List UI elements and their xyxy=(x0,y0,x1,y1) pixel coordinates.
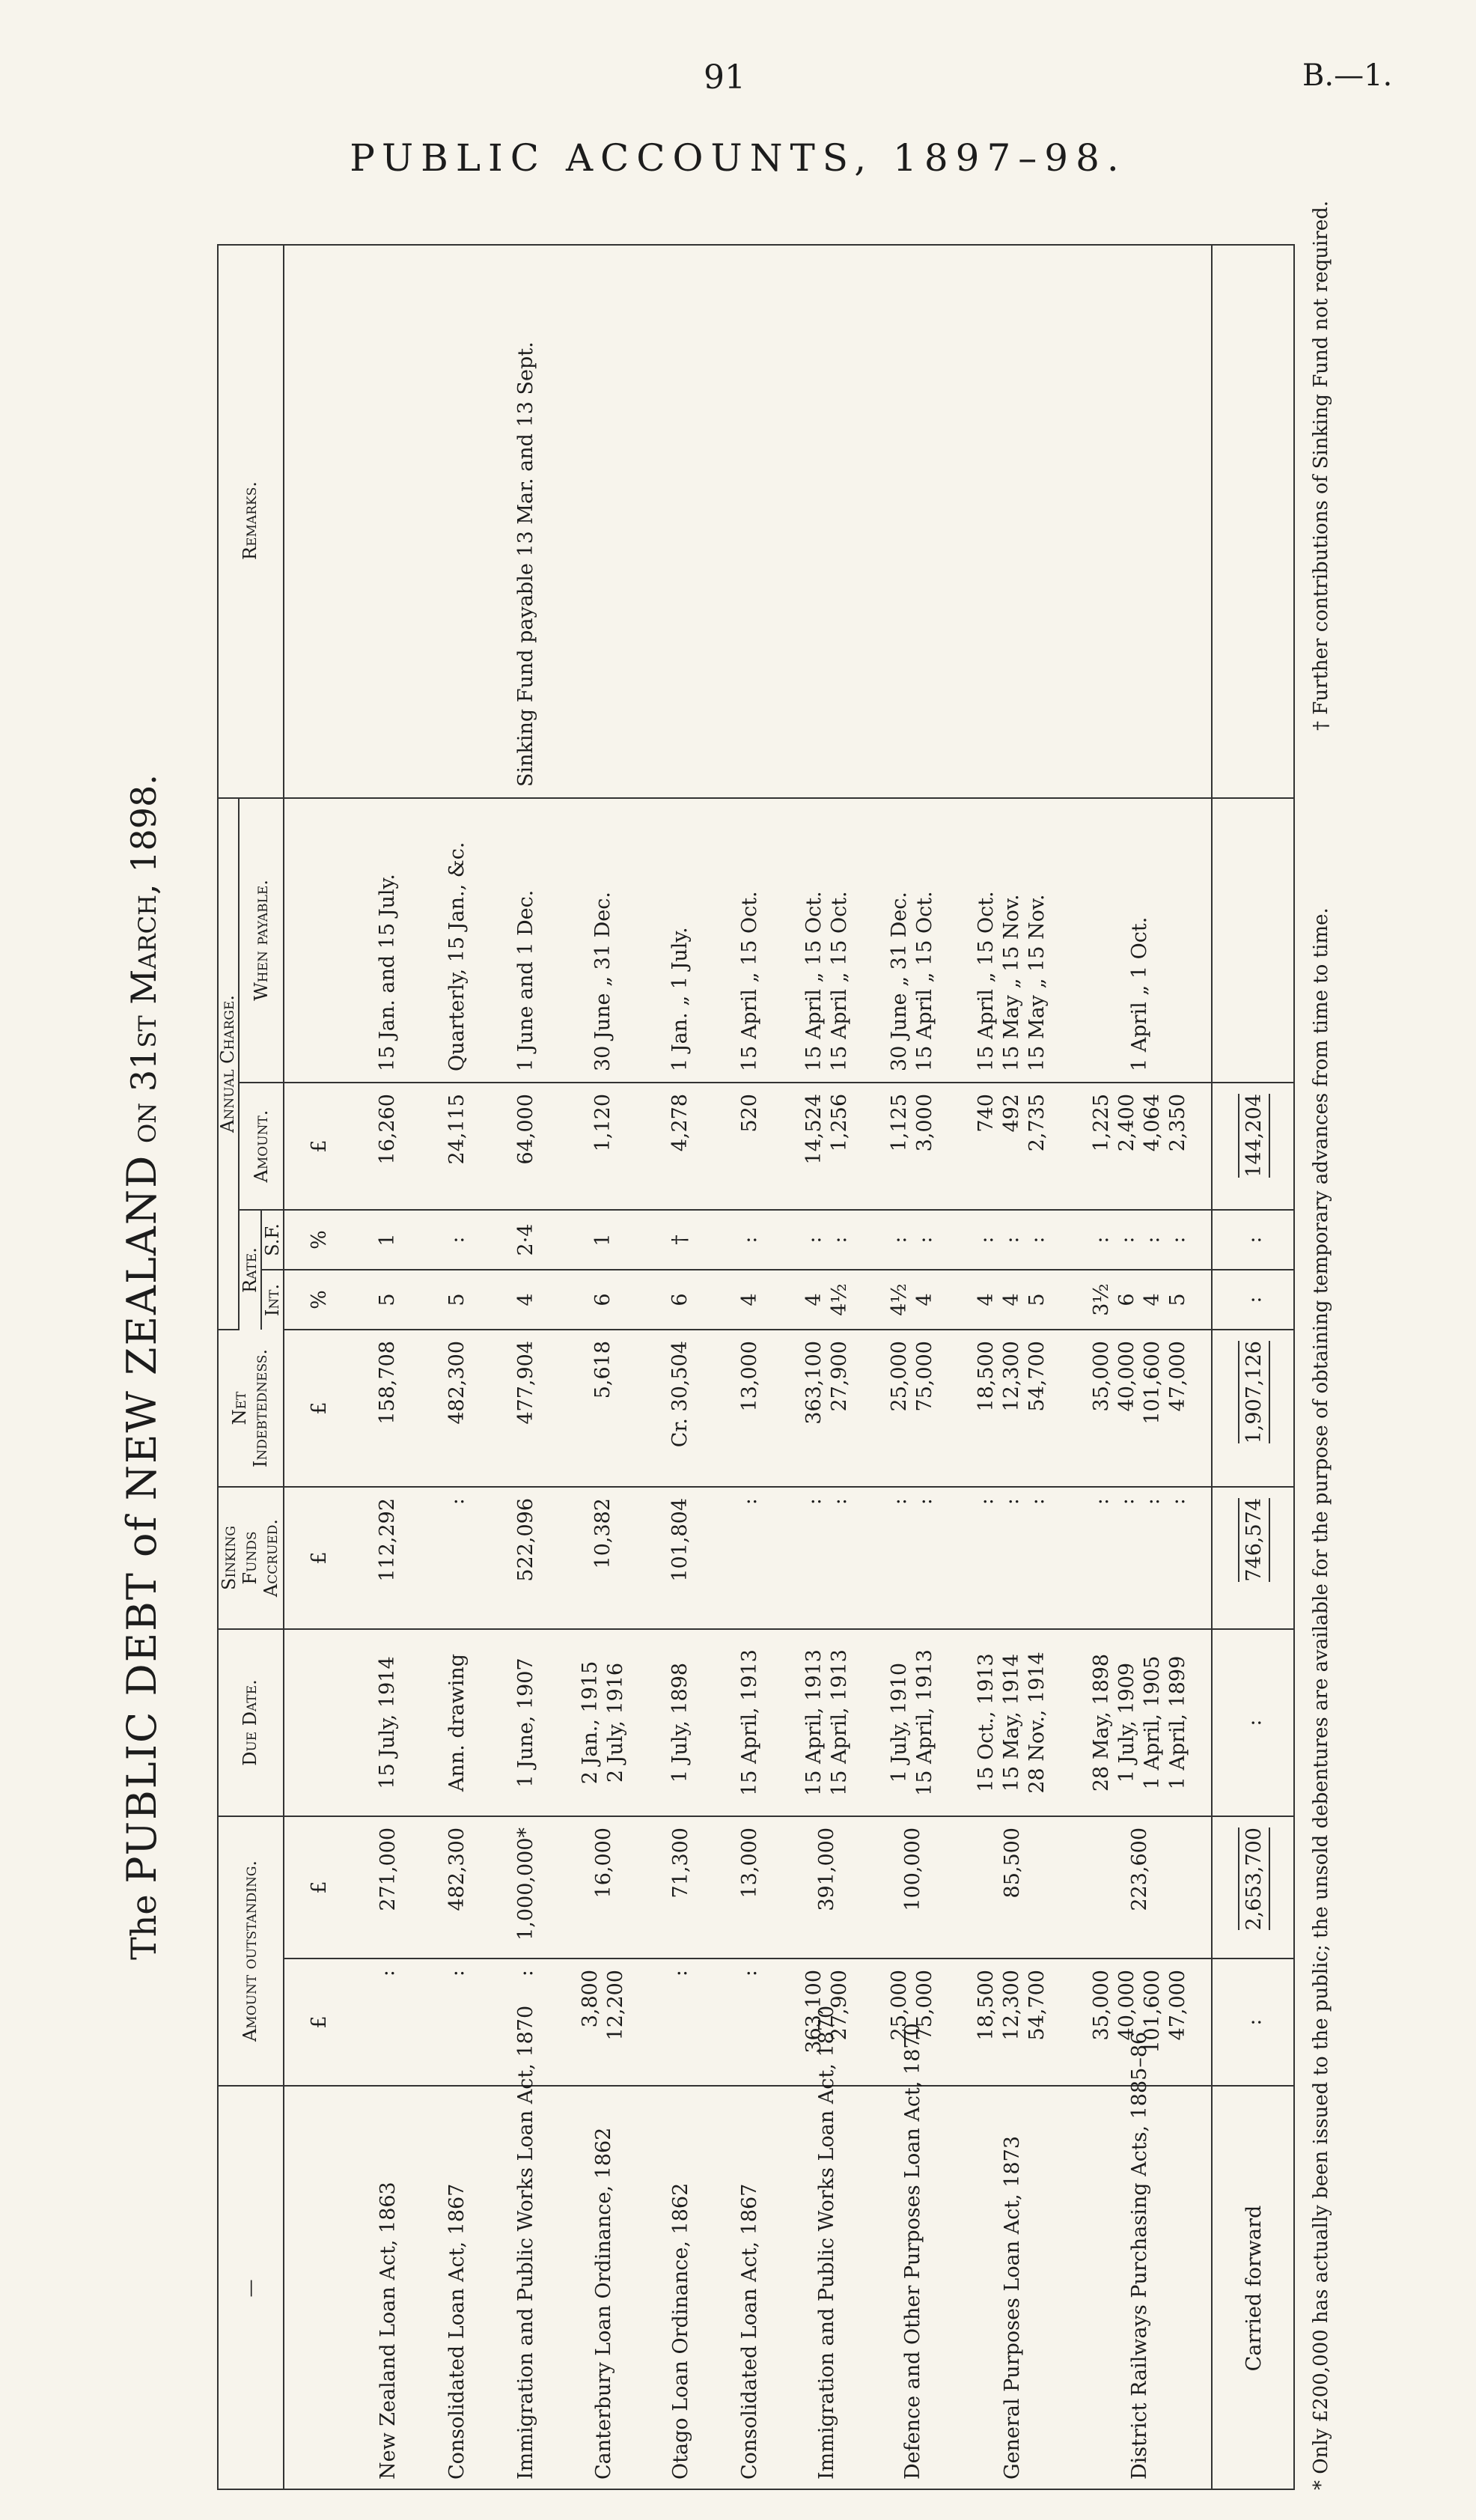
footnote-dagger: † Further contributions of Sinking Fund not required. xyxy=(1310,201,1332,731)
footnote-star: * Only £200,000 has actually been issued to the public; the unsold debentures are available for the purpose of obtaining temporary advances from time to time. xyxy=(1310,907,1332,2490)
row-rate-sf: 1 xyxy=(561,1210,646,1270)
row-rate-sf-line: : xyxy=(1114,1236,1138,1244)
row-remarks xyxy=(423,244,492,798)
rotated-table-block xyxy=(112,19,1347,2490)
carried-amount: 144,204 xyxy=(1238,1094,1270,1178)
row-parts: : xyxy=(716,1959,784,2086)
row-sinking-funds-line: : xyxy=(1165,1498,1189,1506)
row-parts: : xyxy=(353,1959,422,2086)
row-rate-int: 5 xyxy=(423,1270,492,1330)
row-due-date-line: 28 Nov., 1914 xyxy=(1025,1652,1049,1794)
row-when-payable xyxy=(784,798,870,1083)
row-amount-line: 2,400 xyxy=(1114,1094,1138,1152)
col-header-sf: S.F. xyxy=(261,1210,284,1270)
col-header-rate: Rate. xyxy=(239,1210,261,1330)
row-parts-line: 40,000 xyxy=(1114,1970,1138,2041)
row-rate-sf: † xyxy=(646,1210,715,1270)
row-due-date xyxy=(955,1629,1069,1816)
row-amount xyxy=(955,1083,1069,1210)
row-when-payable: 30 June „ 31 Dec. xyxy=(561,798,646,1083)
unit-pound: £ xyxy=(284,1083,353,1210)
row-net-indebtedness-line: 12,300 xyxy=(1000,1341,1024,1412)
row-when-payable-line: 15 April „ 15 Oct. xyxy=(913,891,937,1071)
unit-pound: £ xyxy=(284,1330,353,1487)
row-rate-sf-line: : xyxy=(888,1236,912,1244)
row-net-indebtedness-line: 27,900 xyxy=(827,1341,851,1412)
row-parts xyxy=(955,1959,1069,2086)
caption-main: PUBLIC DEBT of NEW ZEALAND xyxy=(118,1154,165,1884)
row-rate-sf xyxy=(870,1210,955,1270)
row-rate-sf xyxy=(955,1210,1069,1270)
row-name: Consolidated Loan Act, 1867 xyxy=(738,2183,762,2480)
table-row xyxy=(561,244,646,2490)
row-parts-line: 35,000 xyxy=(1089,1970,1113,2041)
row-parts: : xyxy=(646,1959,715,2086)
page-number: 91 xyxy=(704,58,745,97)
col-header-amount-outstanding: Amount outstanding. xyxy=(217,1816,284,2086)
row-amount-line: 1,225 xyxy=(1089,1094,1113,1152)
row-name: New Zealand Loan Act, 1863 xyxy=(376,2182,400,2480)
row-net-indebtedness-line: 25,000 xyxy=(888,1341,912,1412)
carried-due: : xyxy=(1212,1629,1295,1816)
row-parts-line: 12,200 xyxy=(604,1970,628,2041)
row-amount-line: 14,524 xyxy=(802,1094,826,1165)
row-due-date-line: 15 Oct., 1913 xyxy=(975,1653,998,1792)
row-sinking-funds-line: : xyxy=(1140,1498,1164,1506)
row-amount: 16,260 xyxy=(353,1083,422,1210)
row-rate-int: 5 xyxy=(353,1270,422,1330)
row-rate-int-line: 5 xyxy=(1165,1293,1189,1306)
row-sinking-funds-line: : xyxy=(1089,1498,1113,1506)
row-amount: 520 xyxy=(716,1083,784,1210)
row-total: 85,500 xyxy=(955,1816,1069,1959)
row-due-date-line: 2 Jan., 1915 xyxy=(579,1661,603,1785)
col-header-name: — xyxy=(217,2086,284,2490)
row-total: 13,000 xyxy=(716,1816,784,1959)
row-rate-sf xyxy=(1069,1210,1212,1270)
row-rate-int-line: 4 xyxy=(802,1293,826,1306)
row-due-date-line: 15 April, 1913 xyxy=(913,1649,937,1796)
row-due-date-line: 1 April, 1905 xyxy=(1140,1655,1164,1790)
row-amount: 4,278 xyxy=(646,1083,715,1210)
row-rate-sf-line: : xyxy=(913,1236,937,1244)
carried-sfr: : xyxy=(1212,1210,1295,1270)
row-when-payable-line: 15 May „ 15 Nov. xyxy=(1025,894,1049,1071)
header-row-top xyxy=(217,244,239,2490)
row-amount: 24,115 xyxy=(423,1083,492,1210)
row-when-payable: 15 April „ 15 Oct. xyxy=(716,798,784,1083)
row-amount-line: 2,350 xyxy=(1165,1094,1189,1152)
row-sinking-funds-line: : xyxy=(888,1498,912,1506)
table-caption xyxy=(112,244,172,2490)
row-net-indebtedness-line: 54,700 xyxy=(1025,1341,1049,1412)
col-header-annual-charge: Annual Charge. xyxy=(217,798,239,1330)
row-amount-line: 492 xyxy=(1000,1094,1024,1133)
row-when-payable-line: 30 June „ 31 Dec. xyxy=(888,892,912,1071)
row-remarks xyxy=(870,244,955,798)
table-row xyxy=(353,244,422,2490)
row-when-payable: 1 June and 1 Dec. xyxy=(492,798,561,1083)
carried-label: Carried forward xyxy=(1212,2086,1295,2490)
table-row xyxy=(870,244,955,2490)
row-when-payable: Quarterly, 15 Jan., &c. xyxy=(423,798,492,1083)
row-when-payable: 15 Jan. and 15 July. xyxy=(353,798,422,1083)
row-name: Immigration and Public Works Loan Act, 1870 xyxy=(815,2005,839,2480)
row-sinking-funds xyxy=(784,1487,870,1629)
row-when-payable-line: 15 May „ 15 Nov. xyxy=(1000,894,1024,1071)
row-net-indebtedness-line: 75,000 xyxy=(913,1341,937,1412)
row-parts-line: 363,100 xyxy=(802,1970,826,2054)
row-rate-int: 6 xyxy=(561,1270,646,1330)
row-net-indebtedness-line: 40,000 xyxy=(1114,1341,1138,1412)
caption-suffix: on 31st March, 1898. xyxy=(123,774,164,1143)
row-sinking-funds-line: : xyxy=(913,1498,937,1506)
row-net-indebtedness: 13,000 xyxy=(716,1330,784,1487)
row-sinking-funds-line: : xyxy=(827,1498,851,1506)
unit-pound: £ xyxy=(284,1487,353,1629)
row-amount xyxy=(784,1083,870,1210)
row-due-date-line: 15 April, 1913 xyxy=(802,1649,826,1796)
row-rate-int: 4 xyxy=(492,1270,561,1330)
row-sinking-funds xyxy=(870,1487,955,1629)
row-rate-sf: : xyxy=(423,1210,492,1270)
row-sinking-funds: 522,096 xyxy=(492,1487,561,1629)
row-net-indebtedness: Cr. 30,504 xyxy=(646,1330,715,1487)
carried-forward-row xyxy=(1212,244,1295,2490)
row-net-indebtedness: 5,618 xyxy=(561,1330,646,1487)
row-sinking-funds: 10,382 xyxy=(561,1487,646,1629)
row-due-date-line: 1 July, 1909 xyxy=(1114,1662,1138,1783)
row-net-indebtedness: 482,300 xyxy=(423,1330,492,1487)
table-row xyxy=(492,244,561,2490)
row-remarks xyxy=(353,244,422,798)
row-sinking-funds: 101,804 xyxy=(646,1487,715,1629)
row-sinking-funds: : xyxy=(423,1487,492,1629)
table-row xyxy=(955,244,1069,2490)
row-when-payable-line: 15 April „ 15 Oct. xyxy=(975,891,998,1071)
row-due-date: 1 July, 1898 xyxy=(646,1629,715,1816)
row-parts-line: 18,500 xyxy=(975,1970,998,2041)
row-name: General Purposes Loan Act, 1873 xyxy=(1000,2135,1024,2480)
row-total: 16,000 xyxy=(561,1816,646,1959)
row-rate-int-line: 4 xyxy=(1000,1293,1024,1306)
row-sinking-funds xyxy=(955,1487,1069,1629)
row-parts-line: 47,000 xyxy=(1165,1970,1189,2041)
table-row xyxy=(646,244,715,2490)
carried-net: 1,907,126 xyxy=(1238,1341,1270,1443)
row-rate-sf-line: : xyxy=(1140,1236,1164,1244)
row-net-indebtedness: 477,904 xyxy=(492,1330,561,1487)
unit-row xyxy=(284,244,353,2490)
row-parts-line: 54,700 xyxy=(1025,1970,1049,2041)
row-remarks xyxy=(561,244,646,798)
row-parts-line: 3,800 xyxy=(579,1970,603,2028)
row-due-date-line: 28 May, 1898 xyxy=(1089,1653,1113,1792)
row-remarks xyxy=(646,244,715,798)
row-due-date xyxy=(870,1629,955,1816)
row-due-date: 15 July, 1914 xyxy=(353,1629,422,1816)
row-when-payable-line: 15 April „ 15 Oct. xyxy=(827,891,851,1071)
row-sinking-funds-line: : xyxy=(1114,1498,1138,1506)
row-rate-sf-line: : xyxy=(1025,1236,1049,1244)
row-net-indebtedness-line: 363,100 xyxy=(802,1341,826,1425)
row-sinking-funds: : xyxy=(716,1487,784,1629)
carried-total: 2,653,700 xyxy=(1238,1827,1270,1930)
row-sinking-funds-line: : xyxy=(975,1498,998,1506)
col-header-net-indebtedness: Net Indebtedness. xyxy=(217,1330,284,1487)
row-amount xyxy=(1069,1083,1212,1210)
row-rate-int-line: 4 xyxy=(975,1293,998,1306)
row-net-indebtedness-line: 101,600 xyxy=(1140,1341,1164,1425)
row-name: Defence and Other Purposes Loan Act, 1870 xyxy=(900,2023,924,2480)
row-amount-line: 3,000 xyxy=(913,1094,937,1152)
unit-percent: % xyxy=(284,1270,353,1330)
row-rate-int: 6 xyxy=(646,1270,715,1330)
row-when-payable: 1 Jan. „ 1 July. xyxy=(646,798,715,1083)
row-net-indebtedness xyxy=(870,1330,955,1487)
row-amount-line: 4,064 xyxy=(1140,1094,1164,1152)
row-net-indebtedness xyxy=(1069,1330,1212,1487)
row-rate-int xyxy=(1069,1270,1212,1330)
row-due-date-line: 15 May, 1914 xyxy=(1000,1653,1024,1792)
row-sinking-funds-line: : xyxy=(1000,1498,1024,1506)
row-when-payable: 1 April „ 1 Oct. xyxy=(1069,798,1212,1083)
row-total: 271,000 xyxy=(353,1816,422,1959)
row-rate-int-line: 4½ xyxy=(888,1283,912,1316)
row-net-indebtedness-line: 47,000 xyxy=(1165,1341,1189,1412)
row-rate-sf xyxy=(784,1210,870,1270)
row-sinking-funds: 112,292 xyxy=(353,1487,422,1629)
row-rate-int: 4 xyxy=(716,1270,784,1330)
carried-int: : xyxy=(1212,1270,1295,1330)
row-remarks xyxy=(955,244,1069,798)
row-rate-sf-line: : xyxy=(1089,1236,1113,1244)
row-rate-sf-line: : xyxy=(802,1236,826,1244)
row-total: 1,000,000* xyxy=(492,1816,561,1959)
row-parts: : xyxy=(423,1959,492,2086)
row-rate-int-line: 4 xyxy=(913,1293,937,1306)
col-header-when-payable: When payable. xyxy=(239,798,284,1083)
public-debt-table xyxy=(217,244,1295,2490)
row-amount-line: 1,125 xyxy=(888,1094,912,1152)
running-title: PUBLIC ACCOUNTS, 1897–98. xyxy=(350,136,1126,180)
row-rate-sf-line: : xyxy=(1165,1236,1189,1244)
row-due-date xyxy=(784,1629,870,1816)
row-net-indebtedness xyxy=(784,1330,870,1487)
row-parts: : xyxy=(492,1959,561,2086)
row-net-indebtedness xyxy=(955,1330,1069,1487)
table-row xyxy=(423,244,492,2490)
row-name: District Railways Purchasing Acts, 1885–86 xyxy=(1128,2031,1152,2480)
row-name: Canterbury Loan Ordinance, 1862 xyxy=(591,2127,615,2480)
row-rate-int xyxy=(955,1270,1069,1330)
row-due-date: Ann. drawing xyxy=(423,1629,492,1816)
row-rate-int-line: 4 xyxy=(1140,1293,1164,1306)
row-rate-sf: : xyxy=(716,1210,784,1270)
row-due-date-line: 15 April, 1913 xyxy=(827,1649,851,1796)
row-parts-line: 75,000 xyxy=(913,1970,937,2041)
row-parts-line: 12,300 xyxy=(1000,1970,1024,2041)
row-amount-line: 740 xyxy=(975,1094,998,1133)
row-total: 100,000 xyxy=(870,1816,955,1959)
row-amount: 64,000 xyxy=(492,1083,561,1210)
row-sinking-funds-line: : xyxy=(1025,1498,1049,1506)
row-amount xyxy=(870,1083,955,1210)
row-parts-line: 27,900 xyxy=(827,1970,851,2041)
row-total: 71,300 xyxy=(646,1816,715,1959)
row-due-date: 15 April, 1913 xyxy=(716,1629,784,1816)
carried-sinking: 746,574 xyxy=(1238,1498,1270,1582)
row-net-indebtedness-line: 35,000 xyxy=(1089,1341,1113,1412)
carried-parts: : xyxy=(1212,1959,1295,2086)
row-due-date-line: 1 July, 1910 xyxy=(888,1662,912,1783)
row-when-payable xyxy=(955,798,1069,1083)
col-header-sinking-funds: Sinking Funds Accrued. xyxy=(217,1487,284,1629)
col-header-int: Int. xyxy=(261,1270,284,1330)
row-name: Consolidated Loan Act, 1867 xyxy=(445,2183,469,2480)
unit-percent: % xyxy=(284,1210,353,1270)
unit-pound: £ xyxy=(284,1959,353,2086)
row-name: Otago Loan Ordinance, 1862 xyxy=(668,2182,692,2480)
table-row xyxy=(716,244,784,2490)
row-due-date: 1 June, 1907 xyxy=(492,1629,561,1816)
row-due-date xyxy=(1069,1629,1212,1816)
table-body xyxy=(284,244,1212,2490)
row-rate-int-line: 5 xyxy=(1025,1293,1049,1306)
row-total: 391,000 xyxy=(784,1816,870,1959)
col-header-due-date: Due Date. xyxy=(217,1629,284,1816)
row-rate-int-line: 3½ xyxy=(1089,1283,1113,1316)
row-rate-int-line: 6 xyxy=(1114,1293,1138,1306)
row-remarks: Sinking Fund payable 13 Mar. and 13 Sept. xyxy=(492,244,561,798)
row-due-date-line: 2 July, 1916 xyxy=(604,1662,628,1783)
row-rate-int xyxy=(870,1270,955,1330)
document-reference: B.—1. xyxy=(1302,58,1393,93)
row-due-date-line: 1 April, 1899 xyxy=(1165,1655,1189,1790)
row-rate-sf: 1 xyxy=(353,1210,422,1270)
table-row xyxy=(1069,244,1212,2490)
row-parts-line: 25,000 xyxy=(888,1970,912,2041)
unit-pound: £ xyxy=(284,1816,353,1959)
row-net-indebtedness: 158,708 xyxy=(353,1330,422,1487)
row-when-payable xyxy=(870,798,955,1083)
row-amount: 1,120 xyxy=(561,1083,646,1210)
row-sinking-funds-line: : xyxy=(802,1498,826,1506)
row-remarks xyxy=(1069,244,1212,798)
row-rate-sf-line: : xyxy=(1000,1236,1024,1244)
row-due-date xyxy=(561,1629,646,1816)
row-name: Immigration and Public Works Loan Act, 1870 xyxy=(514,2005,538,2480)
row-rate-sf-line: : xyxy=(827,1236,851,1244)
row-total: 482,300 xyxy=(423,1816,492,1959)
row-amount-line: 1,256 xyxy=(827,1094,851,1152)
row-amount-line: 2,735 xyxy=(1025,1094,1049,1152)
col-header-remarks: Remarks. xyxy=(217,244,284,798)
row-when-payable-line: 15 April „ 15 Oct. xyxy=(802,891,826,1071)
row-rate-sf-line: : xyxy=(975,1236,998,1244)
row-rate-int-line: 4½ xyxy=(827,1283,851,1316)
row-total: 223,600 xyxy=(1069,1816,1212,1959)
table-row xyxy=(784,244,870,2490)
row-remarks xyxy=(716,244,784,798)
row-net-indebtedness-line: 18,500 xyxy=(975,1341,998,1412)
row-parts xyxy=(561,1959,646,2086)
row-remarks xyxy=(784,244,870,798)
row-rate-int xyxy=(784,1270,870,1330)
caption-prefix: The xyxy=(123,1894,164,1960)
row-parts-line: 101,600 xyxy=(1140,1970,1164,2054)
row-sinking-funds xyxy=(1069,1487,1212,1629)
col-header-amount: Amount. xyxy=(239,1083,284,1210)
row-rate-sf: 2·4 xyxy=(492,1210,561,1270)
